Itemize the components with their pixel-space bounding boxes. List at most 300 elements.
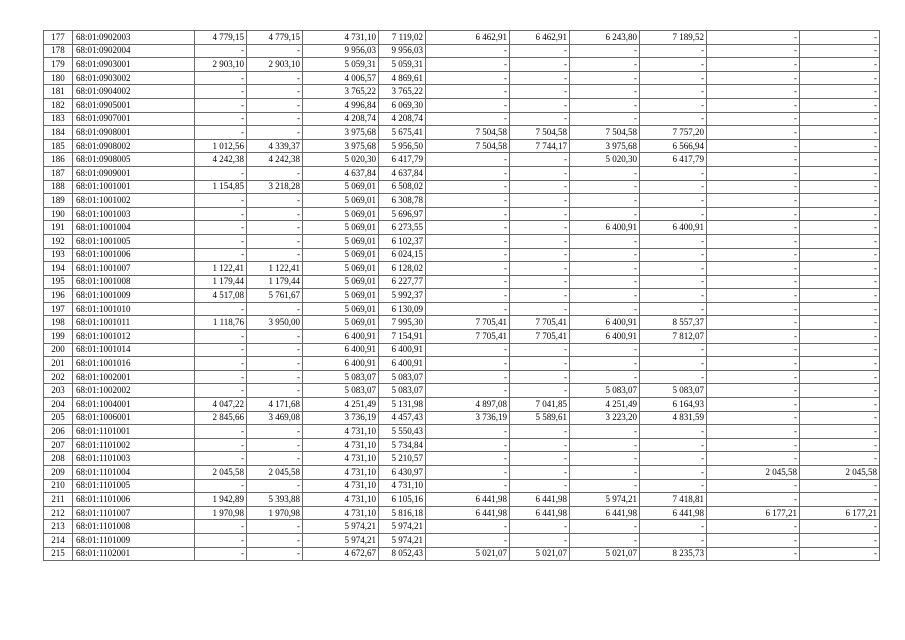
value-cell: -	[247, 452, 303, 466]
value-cell: 6 400,91	[379, 357, 426, 371]
value-cell: -	[707, 221, 800, 235]
row-number-cell: 198	[44, 316, 73, 330]
row-number-cell: 186	[44, 153, 73, 167]
value-cell: -	[570, 452, 640, 466]
table-row	[44, 139, 880, 153]
value-cell: -	[426, 248, 510, 262]
value-cell: -	[800, 533, 880, 547]
value-cell: 2 903,10	[195, 58, 247, 72]
value-cell: 5 974,21	[379, 520, 426, 534]
value-cell: 4 779,15	[195, 31, 247, 45]
value-cell: 6 441,98	[426, 506, 510, 520]
table-row	[44, 384, 880, 398]
value-cell: -	[510, 262, 570, 276]
value-cell: -	[570, 85, 640, 99]
value-cell: 6 069,30	[379, 98, 426, 112]
value-cell: -	[510, 58, 570, 72]
cadastral-code-cell: 68:01:1001008	[73, 275, 195, 289]
table-row	[44, 234, 880, 248]
row-number-cell: 187	[44, 166, 73, 180]
value-cell: -	[707, 398, 800, 412]
table-row	[44, 194, 880, 208]
value-cell: 7 041,85	[510, 398, 570, 412]
table-row	[44, 44, 880, 58]
value-cell: 1 122,41	[195, 262, 247, 276]
value-cell: -	[426, 234, 510, 248]
value-cell: -	[570, 370, 640, 384]
table-row	[44, 31, 880, 45]
value-cell: -	[426, 98, 510, 112]
table-row	[44, 275, 880, 289]
value-cell: -	[570, 98, 640, 112]
value-cell: 5 069,01	[303, 194, 379, 208]
value-cell: -	[247, 357, 303, 371]
row-number-cell: 194	[44, 262, 73, 276]
value-cell: 7 504,58	[510, 126, 570, 140]
value-cell: 6 400,91	[303, 357, 379, 371]
row-number-cell: 190	[44, 207, 73, 221]
value-cell: -	[800, 262, 880, 276]
value-cell: 5 083,07	[379, 370, 426, 384]
value-cell: -	[800, 370, 880, 384]
value-cell: 3 975,68	[303, 126, 379, 140]
row-number-cell: 177	[44, 31, 73, 45]
value-cell: -	[640, 248, 707, 262]
cadastral-code-cell: 68:01:1101004	[73, 466, 195, 480]
row-number-cell: 210	[44, 479, 73, 493]
value-cell: -	[195, 44, 247, 58]
value-cell: 7 705,41	[510, 330, 570, 344]
value-cell: 4 006,57	[303, 71, 379, 85]
row-number-cell: 183	[44, 112, 73, 126]
value-cell: -	[800, 31, 880, 45]
table-row	[44, 302, 880, 316]
value-cell: 6 400,91	[570, 221, 640, 235]
value-cell: 5 069,01	[303, 289, 379, 303]
value-cell: -	[510, 533, 570, 547]
value-cell: 4 251,49	[303, 398, 379, 412]
value-cell: 5 816,18	[379, 506, 426, 520]
value-cell: -	[195, 71, 247, 85]
table-row	[44, 153, 880, 167]
value-cell: 6 308,78	[379, 194, 426, 208]
value-cell: 8 235,73	[640, 547, 707, 561]
row-number-cell: 209	[44, 466, 73, 480]
value-cell: -	[510, 234, 570, 248]
value-cell: -	[426, 262, 510, 276]
value-cell: -	[800, 248, 880, 262]
value-cell: 4 242,38	[195, 153, 247, 167]
value-cell: -	[800, 425, 880, 439]
value-cell: -	[510, 289, 570, 303]
value-cell: 6 441,98	[510, 506, 570, 520]
value-cell: -	[800, 180, 880, 194]
value-cell: 1 970,98	[195, 506, 247, 520]
value-cell: 6 566,94	[640, 139, 707, 153]
cadastral-code-cell: 68:01:0908002	[73, 139, 195, 153]
value-cell: -	[426, 112, 510, 126]
row-number-cell: 215	[44, 547, 73, 561]
value-cell: -	[570, 302, 640, 316]
value-cell: 6 400,91	[570, 316, 640, 330]
table-row	[44, 398, 880, 412]
cadastral-code-cell: 68:01:1001010	[73, 302, 195, 316]
value-cell: 5 675,41	[379, 126, 426, 140]
value-cell: -	[707, 343, 800, 357]
value-cell: 3 950,00	[247, 316, 303, 330]
value-cell: -	[707, 330, 800, 344]
row-number-cell: 214	[44, 533, 73, 547]
value-cell: 4 517,08	[195, 289, 247, 303]
value-cell: -	[426, 370, 510, 384]
value-cell: 4 779,15	[247, 31, 303, 45]
value-cell: -	[247, 370, 303, 384]
value-cell: -	[195, 479, 247, 493]
value-cell: 5 696,97	[379, 207, 426, 221]
value-cell: -	[247, 126, 303, 140]
value-cell: 2 903,10	[247, 58, 303, 72]
value-cell: 6 273,55	[379, 221, 426, 235]
row-number-cell: 207	[44, 438, 73, 452]
cadastral-code-cell: 68:01:1001004	[73, 221, 195, 235]
value-cell: 5 083,07	[303, 384, 379, 398]
value-cell: -	[426, 425, 510, 439]
value-cell: -	[707, 98, 800, 112]
table-row	[44, 425, 880, 439]
value-cell: -	[426, 221, 510, 235]
table-row	[44, 411, 880, 425]
value-cell: 6 441,98	[640, 506, 707, 520]
value-cell: -	[800, 357, 880, 371]
value-cell: -	[640, 438, 707, 452]
value-cell: -	[640, 180, 707, 194]
value-cell: 6 430,97	[379, 466, 426, 480]
value-cell: -	[800, 289, 880, 303]
value-cell: -	[247, 166, 303, 180]
value-cell: -	[510, 207, 570, 221]
value-cell: -	[510, 384, 570, 398]
value-cell: 4 047,22	[195, 398, 247, 412]
value-cell: -	[247, 194, 303, 208]
value-cell: -	[510, 425, 570, 439]
value-cell: 3 736,19	[426, 411, 510, 425]
row-number-cell: 188	[44, 180, 73, 194]
value-cell: 7 504,58	[570, 126, 640, 140]
value-cell: 5 761,67	[247, 289, 303, 303]
row-number-cell: 193	[44, 248, 73, 262]
cadastral-code-cell: 68:01:1101001	[73, 425, 195, 439]
value-cell: 5 069,01	[303, 180, 379, 194]
value-cell: -	[426, 520, 510, 534]
value-cell: 7 995,30	[379, 316, 426, 330]
value-cell: -	[510, 438, 570, 452]
cadastral-code-cell: 68:01:1101006	[73, 493, 195, 507]
table-row	[44, 466, 880, 480]
table-row	[44, 343, 880, 357]
value-cell: 5 210,57	[379, 452, 426, 466]
value-cell: -	[570, 520, 640, 534]
value-cell: -	[707, 207, 800, 221]
value-cell: 5 059,31	[303, 58, 379, 72]
value-cell: 4 251,49	[570, 398, 640, 412]
value-cell: -	[707, 370, 800, 384]
row-number-cell: 205	[44, 411, 73, 425]
value-cell: -	[510, 180, 570, 194]
value-cell: -	[426, 153, 510, 167]
value-cell: -	[510, 248, 570, 262]
cadastral-code-cell: 68:01:0904002	[73, 85, 195, 99]
table-row	[44, 248, 880, 262]
value-cell: -	[195, 112, 247, 126]
value-cell: 4 457,43	[379, 411, 426, 425]
value-cell: 4 208,74	[379, 112, 426, 126]
value-cell: 6 462,91	[426, 31, 510, 45]
row-number-cell: 197	[44, 302, 73, 316]
value-cell: 7 812,07	[640, 330, 707, 344]
value-cell: 4 731,10	[303, 31, 379, 45]
value-cell: 4 672,67	[303, 547, 379, 561]
value-cell: -	[510, 166, 570, 180]
value-cell: -	[707, 166, 800, 180]
value-cell: -	[247, 71, 303, 85]
value-cell: 7 154,91	[379, 330, 426, 344]
value-cell: 4 171,68	[247, 398, 303, 412]
cadastral-code-cell: 68:01:1001011	[73, 316, 195, 330]
value-cell: 5 734,84	[379, 438, 426, 452]
value-cell: -	[510, 357, 570, 371]
value-cell: 8 052,43	[379, 547, 426, 561]
cadastral-code-cell: 68:01:1101009	[73, 533, 195, 547]
cadastral-code-cell: 68:01:1001007	[73, 262, 195, 276]
value-cell: -	[800, 520, 880, 534]
value-cell: 4 731,10	[303, 452, 379, 466]
value-cell: -	[707, 289, 800, 303]
cadastral-code-cell: 68:01:1001009	[73, 289, 195, 303]
value-cell: -	[570, 425, 640, 439]
value-cell: 5 083,07	[570, 384, 640, 398]
value-cell: -	[195, 85, 247, 99]
value-cell: 6 441,98	[510, 493, 570, 507]
value-cell: 2 045,58	[195, 466, 247, 480]
value-cell: -	[195, 166, 247, 180]
value-cell: -	[510, 85, 570, 99]
value-cell: 6 400,91	[570, 330, 640, 344]
value-cell: 5 069,01	[303, 262, 379, 276]
value-cell: 7 705,41	[426, 316, 510, 330]
value-cell: 6 400,91	[303, 343, 379, 357]
value-cell: 5 069,01	[303, 248, 379, 262]
value-cell: 7 757,20	[640, 126, 707, 140]
value-cell: 6 441,98	[426, 493, 510, 507]
value-cell: -	[510, 44, 570, 58]
cadastral-code-cell: 68:01:0902004	[73, 44, 195, 58]
value-cell: -	[800, 302, 880, 316]
cadastral-code-cell: 68:01:1002001	[73, 370, 195, 384]
value-cell: -	[707, 234, 800, 248]
value-cell: -	[640, 234, 707, 248]
value-cell: -	[195, 221, 247, 235]
value-cell: 7 504,58	[426, 126, 510, 140]
value-cell: -	[800, 411, 880, 425]
value-cell: 5 550,43	[379, 425, 426, 439]
value-cell: -	[800, 139, 880, 153]
cadastral-code-cell: 68:01:1101007	[73, 506, 195, 520]
value-cell: 2 045,58	[800, 466, 880, 480]
value-cell: 4 637,84	[379, 166, 426, 180]
value-cell: -	[707, 31, 800, 45]
table-row	[44, 357, 880, 371]
value-cell: -	[640, 194, 707, 208]
value-cell: -	[707, 479, 800, 493]
cadastral-code-cell: 68:01:1101003	[73, 452, 195, 466]
row-number-cell: 203	[44, 384, 73, 398]
row-number-cell: 208	[44, 452, 73, 466]
cadastral-code-cell: 68:01:1001005	[73, 234, 195, 248]
value-cell: -	[510, 479, 570, 493]
value-cell: 5 083,07	[303, 370, 379, 384]
value-cell: -	[640, 425, 707, 439]
value-cell: -	[195, 248, 247, 262]
value-cell: 4 869,61	[379, 71, 426, 85]
row-number-cell: 206	[44, 425, 73, 439]
value-cell: -	[426, 166, 510, 180]
value-cell: 5 069,01	[303, 302, 379, 316]
value-cell: -	[195, 520, 247, 534]
value-cell: 6 105,16	[379, 493, 426, 507]
value-cell: -	[426, 289, 510, 303]
value-cell: -	[195, 438, 247, 452]
value-cell: -	[510, 194, 570, 208]
row-number-cell: 212	[44, 506, 73, 520]
value-cell: -	[195, 207, 247, 221]
cadastral-code-cell: 68:01:0902003	[73, 31, 195, 45]
value-cell: -	[707, 357, 800, 371]
value-cell: 1 942,89	[195, 493, 247, 507]
value-cell: -	[195, 357, 247, 371]
value-cell: -	[800, 126, 880, 140]
value-cell: -	[195, 98, 247, 112]
value-cell: -	[195, 533, 247, 547]
value-cell: -	[195, 343, 247, 357]
value-cell: -	[195, 194, 247, 208]
value-cell: 5 059,31	[379, 58, 426, 72]
value-cell: 5 974,21	[570, 493, 640, 507]
value-cell: -	[247, 234, 303, 248]
value-cell: -	[426, 302, 510, 316]
value-cell: 7 744,17	[510, 139, 570, 153]
row-number-cell: 182	[44, 98, 73, 112]
value-cell: -	[707, 262, 800, 276]
value-cell: 3 975,68	[570, 139, 640, 153]
value-cell: 5 069,01	[303, 221, 379, 235]
value-cell: -	[800, 112, 880, 126]
value-cell: -	[247, 343, 303, 357]
value-cell: 5 974,21	[303, 520, 379, 534]
value-cell: 5 956,50	[379, 139, 426, 153]
value-cell: -	[195, 547, 247, 561]
value-cell: -	[570, 180, 640, 194]
value-cell: 7 119,02	[379, 31, 426, 45]
value-cell: -	[640, 262, 707, 276]
value-cell: 3 469,08	[247, 411, 303, 425]
value-cell: -	[800, 44, 880, 58]
value-cell: -	[510, 71, 570, 85]
value-cell: 6 441,98	[570, 506, 640, 520]
cadastral-code-cell: 68:01:1006001	[73, 411, 195, 425]
value-cell: -	[707, 452, 800, 466]
value-cell: -	[707, 411, 800, 425]
value-cell: -	[640, 479, 707, 493]
table-row	[44, 112, 880, 126]
value-cell: 1 012,56	[195, 139, 247, 153]
table-row	[44, 180, 880, 194]
value-cell: 4 208,74	[303, 112, 379, 126]
table-row	[44, 207, 880, 221]
value-cell: -	[570, 248, 640, 262]
value-cell: 4 731,10	[303, 466, 379, 480]
value-cell: -	[510, 370, 570, 384]
value-cell: 5 974,21	[379, 533, 426, 547]
value-cell: 6 400,91	[379, 343, 426, 357]
value-cell: 6 024,15	[379, 248, 426, 262]
row-number-cell: 184	[44, 126, 73, 140]
value-cell: -	[800, 275, 880, 289]
value-cell: 5 393,88	[247, 493, 303, 507]
value-cell: -	[640, 71, 707, 85]
value-cell: -	[247, 44, 303, 58]
value-cell: 6 128,02	[379, 262, 426, 276]
value-cell: 3 765,22	[303, 85, 379, 99]
value-cell: -	[510, 343, 570, 357]
value-cell: -	[195, 425, 247, 439]
value-cell: 5 069,01	[303, 275, 379, 289]
value-cell: -	[800, 234, 880, 248]
value-cell: 6 462,91	[510, 31, 570, 45]
value-cell: -	[426, 85, 510, 99]
value-cell: -	[426, 357, 510, 371]
table-row	[44, 58, 880, 72]
value-cell: -	[640, 370, 707, 384]
value-cell: -	[800, 194, 880, 208]
table-row	[44, 438, 880, 452]
value-cell: -	[247, 112, 303, 126]
value-cell: -	[800, 493, 880, 507]
value-cell: -	[247, 547, 303, 561]
value-cell: 3 223,20	[570, 411, 640, 425]
value-cell: 5 083,07	[640, 384, 707, 398]
value-cell: 3 975,68	[303, 139, 379, 153]
value-cell: -	[800, 166, 880, 180]
cadastral-code-cell: 68:01:1001002	[73, 194, 195, 208]
value-cell: -	[195, 370, 247, 384]
value-cell: 1 179,44	[195, 275, 247, 289]
cadastral-code-cell: 68:01:0908005	[73, 153, 195, 167]
value-cell: 4 731,10	[379, 479, 426, 493]
value-cell: 4 897,08	[426, 398, 510, 412]
value-cell: -	[707, 126, 800, 140]
value-cell: 3 736,19	[303, 411, 379, 425]
value-cell: -	[426, 384, 510, 398]
table-row	[44, 479, 880, 493]
value-cell: -	[570, 438, 640, 452]
value-cell: -	[640, 452, 707, 466]
value-cell: 5 021,07	[426, 547, 510, 561]
value-cell: -	[426, 438, 510, 452]
value-cell: -	[510, 221, 570, 235]
cadastral-code-cell: 68:01:1001016	[73, 357, 195, 371]
value-cell: -	[800, 438, 880, 452]
row-number-cell: 213	[44, 520, 73, 534]
